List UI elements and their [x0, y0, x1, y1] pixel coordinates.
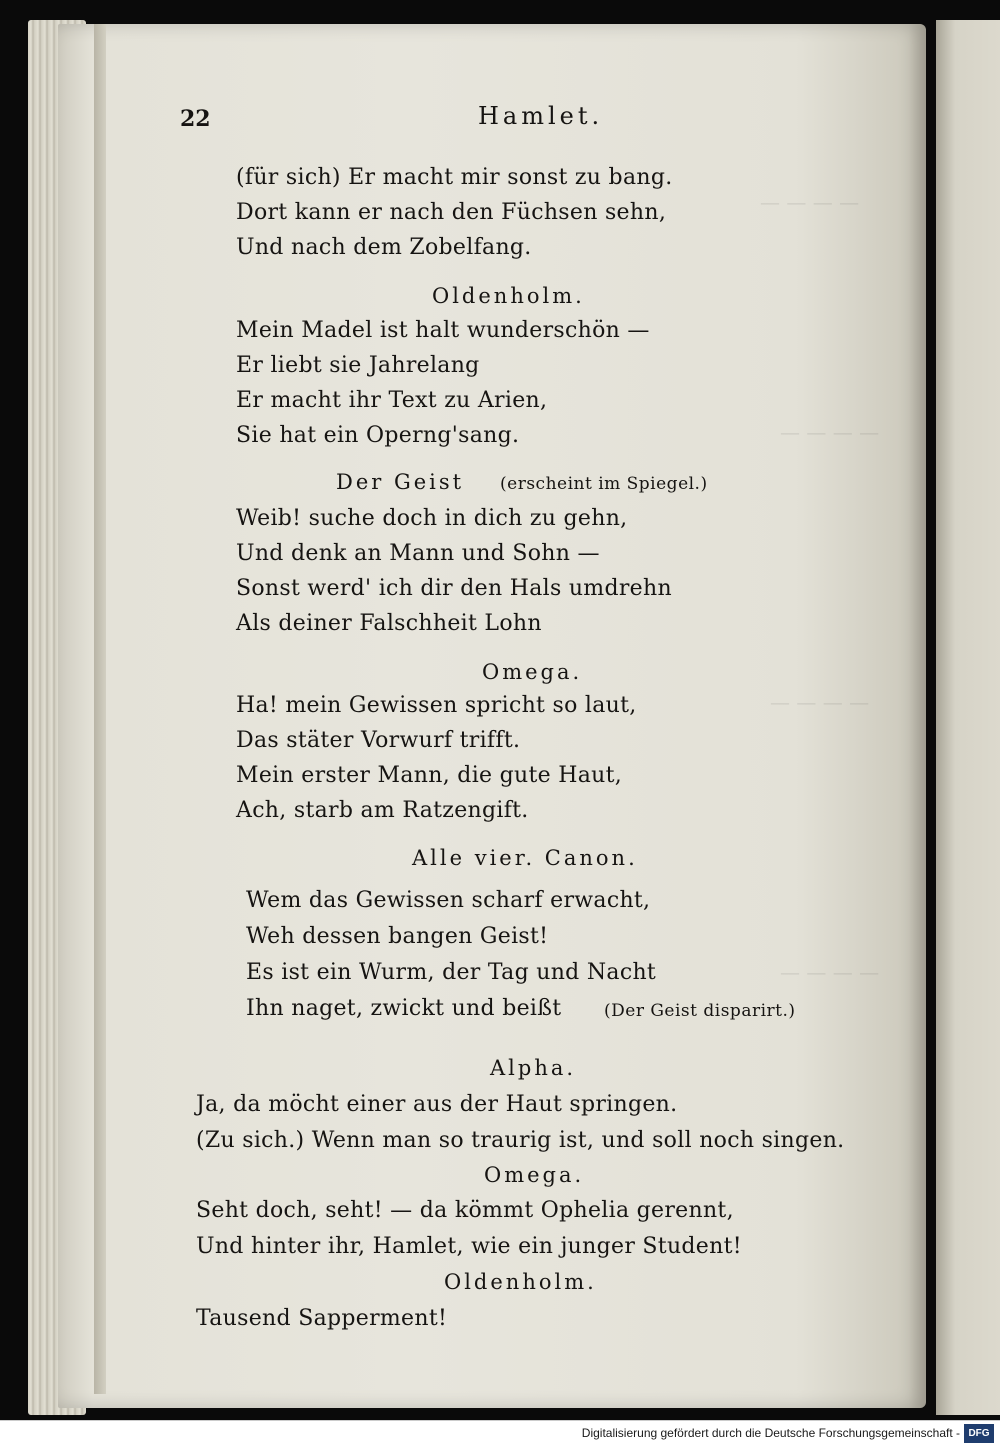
- verse-line: Ihn naget, zwickt und beißt: [246, 996, 562, 1021]
- verse-line: Sonst werd' ich dir den Hals umdrehn: [236, 576, 672, 601]
- verse-line: Ha! mein Gewissen spricht so laut,: [236, 693, 637, 718]
- stage-direction: (erscheint im Spiegel.): [500, 474, 708, 494]
- verse-line: Mein Madel ist halt wunderschön —: [236, 318, 650, 343]
- prose-line: Und hinter ihr, Hamlet, wie ein junger Student!: [196, 1234, 742, 1259]
- page-number: 22: [180, 106, 211, 132]
- footer-bar: [0, 1420, 1000, 1447]
- verse-line: Dort kann er nach den Füchsen sehn,: [236, 200, 667, 225]
- prose-line: Tausend Sapperment!: [196, 1306, 448, 1331]
- speaker-heading: Omega.: [482, 660, 583, 684]
- verse-line: Weh dessen bangen Geist!: [246, 924, 549, 949]
- verse-line: Er macht ihr Text zu Arien,: [236, 388, 548, 413]
- speaker-heading: Der Geist: [336, 470, 465, 494]
- funding-credit: Digitalisierung gefördert durch die Deutsche Forschungsgemeinschaft -: [581, 1426, 960, 1440]
- prose-line: (Zu sich.) Wenn man so traurig ist, und soll noch singen.: [196, 1128, 845, 1153]
- show-through-text: — — — —: [780, 960, 880, 984]
- speaker-heading: Oldenholm.: [444, 1270, 597, 1294]
- stage-direction: (Der Geist disparirt.): [604, 1001, 796, 1021]
- speaker-heading: Alle vier. Canon.: [412, 846, 638, 870]
- show-through-text: — — — —: [770, 690, 870, 714]
- verse-line: Als deiner Falschheit Lohn: [236, 611, 542, 636]
- verse-line: Sie hat ein Operng'sang.: [236, 423, 520, 448]
- prose-line: Ja, da möcht einer aus der Haut springen.: [196, 1092, 678, 1117]
- verse-line: Wem das Gewissen scharf erwacht,: [246, 888, 651, 913]
- speaker-heading: Alpha.: [490, 1056, 577, 1080]
- verse-line: Und denk an Mann und Sohn —: [236, 541, 600, 566]
- show-through-text: — — — —: [780, 420, 880, 444]
- verse-line: Es ist ein Wurm, der Tag und Nacht: [246, 960, 657, 985]
- prose-line: Seht doch, seht! — da kömmt Ophelia gerennt,: [196, 1198, 734, 1223]
- show-through-text: — — — —: [760, 190, 860, 214]
- verse-line: Ach, starb am Ratzengift.: [236, 798, 529, 823]
- verse-line: Und nach dem Zobelfang.: [236, 235, 532, 260]
- verse-line: Er liebt sie Jahrelang: [236, 353, 480, 378]
- speaker-heading: Oldenholm.: [432, 284, 585, 308]
- verse-line: Mein erster Mann, die gute Haut,: [236, 763, 623, 788]
- verse-line: Das stäter Vorwurf trifft.: [236, 728, 521, 753]
- speaker-heading: Omega.: [484, 1163, 585, 1187]
- dfg-logo: DFG: [964, 1424, 994, 1443]
- verse-line: (für sich) Er macht mir sonst zu bang.: [236, 165, 673, 190]
- verse-line: Weib! suche doch in dich zu gehn,: [236, 506, 628, 531]
- page-gutter: [94, 24, 106, 1394]
- running-head: Hamlet.: [478, 102, 604, 130]
- facing-page: [936, 20, 1000, 1415]
